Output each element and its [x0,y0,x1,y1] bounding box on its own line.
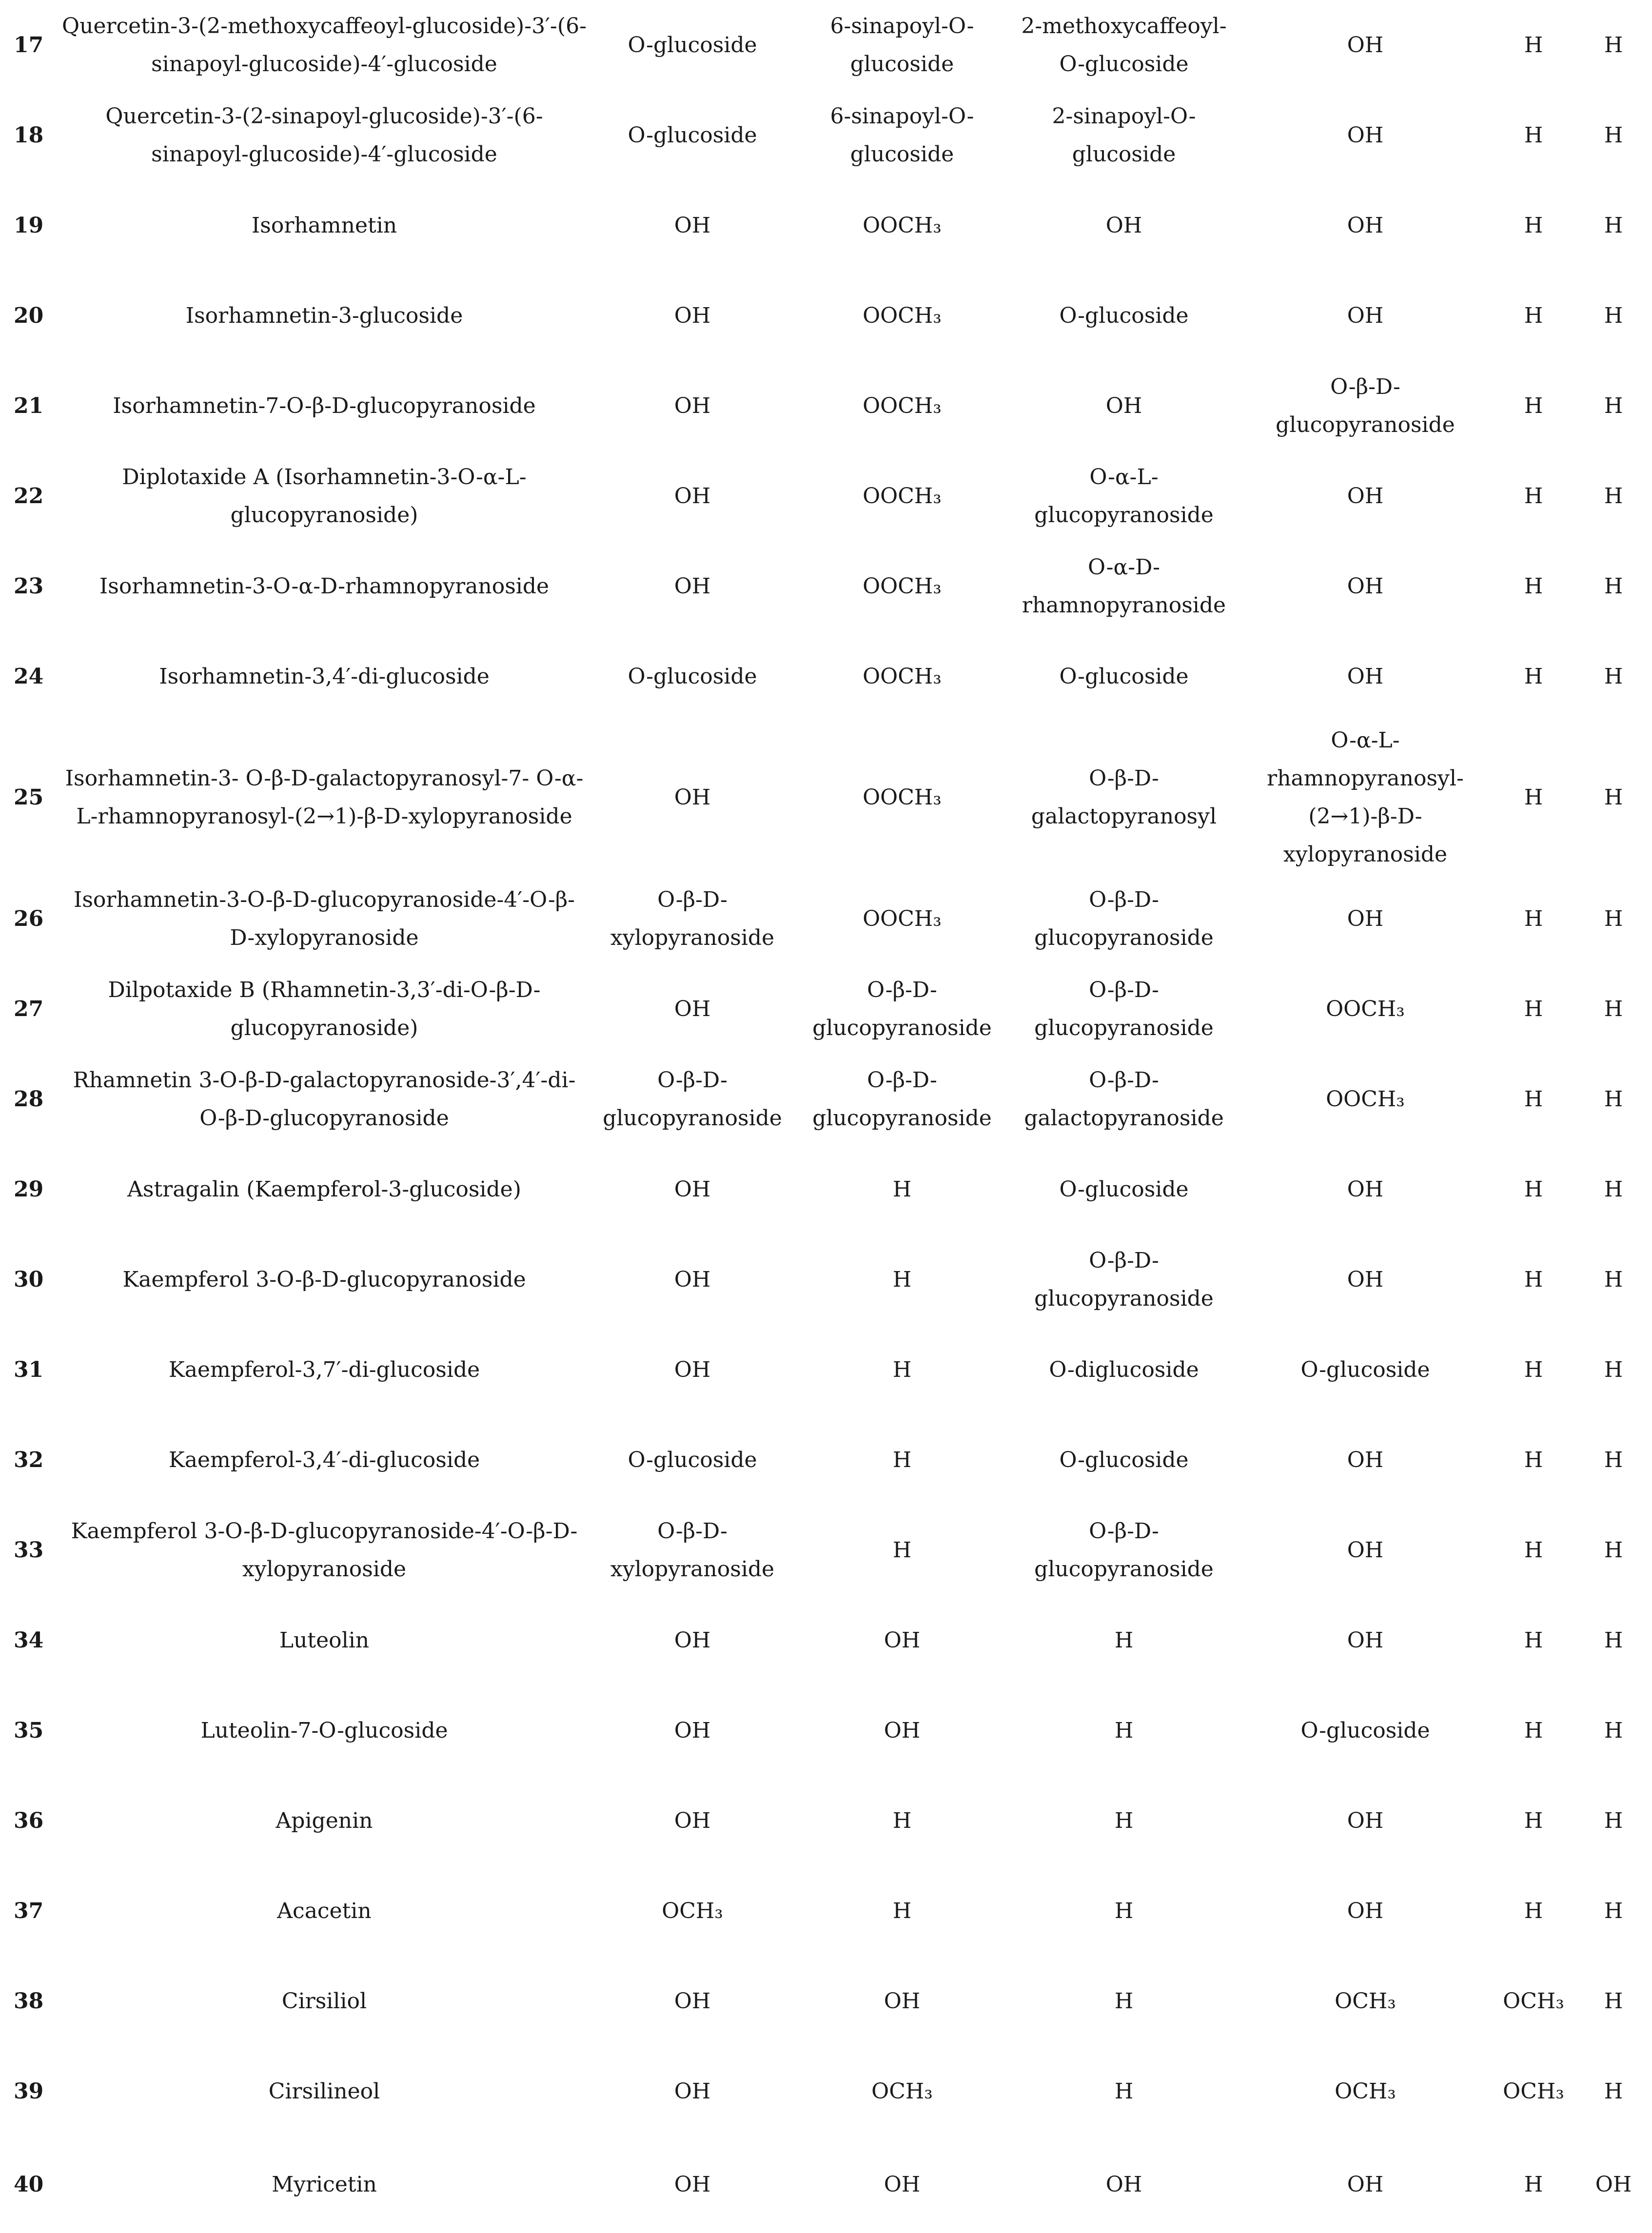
substituent-col-1: OH [674,1718,711,1743]
table-row [0,1234,1652,1325]
substituent-col-4: O-α-L-rhamnopyranosyl-(2→1)-β-D-xylopyranoside [1267,728,1464,867]
compound-number: 35 [14,1718,44,1743]
substituent-col-5: H [1524,1086,1543,1112]
substituent-col-3: H [1114,2078,1134,2104]
compound-number: 36 [14,1808,44,1833]
substituent-col-3: O-diglucoside [1049,1357,1199,1382]
substituent-col-5: H [1524,303,1543,328]
substituent-col-2: OOCH₃ [863,573,942,599]
table-row [0,1595,1652,1685]
substituent-col-2: H [892,1267,912,1292]
substituent-col-3: O-β-D-galactopyranosyl [1031,766,1217,829]
substituent-col-6: H [1604,1537,1623,1563]
substituent-col-1: OH [674,213,711,238]
substituent-col-6: H [1604,664,1623,689]
substituent-col-1: O-β-D-glucopyranoside [603,1067,782,1131]
substituent-col-3: OH [1105,393,1142,418]
substituent-col-4: OOCH₃ [1326,996,1405,1021]
substituent-col-4: OH [1347,1808,1384,1833]
substituent-col-6: H [1604,785,1623,810]
substituent-col-6: OH [1595,2172,1632,2197]
substituent-col-3: 2-methoxycaffeoyl-O-glucoside [1021,13,1227,77]
compound-name: Myricetin [272,2172,377,2197]
table-row [0,722,1652,874]
compound-number: 20 [14,303,44,328]
substituent-col-4: OH [1347,483,1384,509]
substituent-col-5: H [1524,213,1543,238]
substituent-col-1: O-glucoside [628,664,757,689]
compound-name: Quercetin-3-(2-methoxycaffeoyl-glucoside)-3′-(6-sinapoyl-glucoside)-4′-glucoside [62,13,587,77]
compound-name: Dilpotaxide B (Rhamnetin-3,3′-di-O-β-D-glucopyranoside) [108,977,541,1040]
substituent-col-5: H [1524,1898,1543,1923]
substituent-col-6: H [1604,1627,1623,1653]
compound-number: 39 [14,2078,44,2104]
substituent-col-2: 6-sinapoyl-O-glucoside [830,103,974,167]
substituent-col-4: OH [1347,573,1384,599]
substituent-col-6: H [1604,1267,1623,1292]
substituent-col-6: H [1604,303,1623,328]
substituent-col-6: H [1604,393,1623,418]
compound-number: 33 [14,1537,44,1563]
substituent-col-1: O-glucoside [628,32,757,58]
substituent-col-3: O-glucoside [1059,1176,1189,1202]
substituent-col-2: OH [884,1718,921,1743]
substituent-col-6: H [1604,2078,1623,2104]
substituent-col-1: OH [674,785,711,810]
substituent-col-4: OH [1347,2172,1384,2197]
substituent-col-4: OH [1347,1447,1384,1472]
compound-name: Acacetin [277,1898,372,1923]
compound-name: Diplotaxide A (Isorhamnetin-3-O-α-L-glucopyranoside) [122,464,527,528]
compound-number: 23 [14,573,44,599]
table-row [0,1325,1652,1415]
table-row [0,90,1652,180]
substituent-col-6: H [1604,1176,1623,1202]
substituent-col-4: OH [1347,213,1384,238]
substituent-col-1: OH [674,1988,711,2014]
compound-number: 27 [14,996,44,1021]
substituent-col-5: H [1524,2172,1543,2197]
substituent-col-4: OH [1347,1267,1384,1292]
compound-number: 25 [14,785,44,810]
substituent-col-2: 6-sinapoyl-O-glucoside [830,13,974,77]
table-row [0,1144,1652,1234]
substituent-col-5: H [1524,906,1543,931]
substituent-col-6: H [1604,1988,1623,2014]
substituent-col-3: O-glucoside [1059,303,1189,328]
substituent-col-5: H [1524,573,1543,599]
substituent-col-4: OH [1347,664,1384,689]
substituent-col-3: O-glucoside [1059,1447,1189,1472]
compound-name: Luteolin [279,1627,370,1653]
substituent-col-2: O-β-D-glucopyranoside [812,977,992,1040]
substituent-col-4: OH [1347,122,1384,148]
substituent-col-2: OOCH₃ [863,213,942,238]
substituent-col-3: H [1114,1898,1134,1923]
substituent-col-2: OOCH₃ [863,393,942,418]
compound-name: Rhamnetin 3-O-β-D-galactopyranoside-3′,4′-di-O-β-D-glucopyranoside [73,1067,576,1131]
substituent-col-4: O-glucoside [1300,1718,1430,1743]
substituent-col-3: H [1114,1988,1134,2014]
compound-number: 30 [14,1267,44,1292]
substituent-col-4: OH [1347,1537,1384,1563]
substituent-col-4: OH [1347,32,1384,58]
substituent-col-2: O-β-D-glucopyranoside [812,1067,992,1131]
substituent-col-1: O-β-D-xylopyranoside [610,887,775,950]
substituent-col-1: OH [674,573,711,599]
compound-name: Isorhamnetin [251,213,397,238]
substituent-col-3: H [1114,1718,1134,1743]
substituent-col-5: H [1524,122,1543,148]
table-row [0,1685,1652,1776]
substituent-col-4: OH [1347,906,1384,931]
compound-name: Kaempferol 3-O-β-D-glucopyranoside [122,1267,526,1292]
table-row [0,964,1652,1054]
substituent-col-4: OCH₃ [1335,2078,1396,2104]
table-row [0,2046,1652,2136]
compound-number: 31 [14,1357,44,1382]
substituent-col-2: H [892,1898,912,1923]
table-row [0,631,1652,722]
substituent-col-2: H [892,1808,912,1833]
table-row [0,1776,1652,1866]
substituent-col-5: H [1524,785,1543,810]
compound-number: 29 [14,1176,44,1202]
substituent-col-1: O-glucoside [628,1447,757,1472]
substituent-col-3: O-β-D-glucopyranoside [1034,887,1214,950]
compound-number: 24 [14,664,44,689]
substituent-col-2: OOCH₃ [863,664,942,689]
table-row [0,1505,1652,1595]
substituent-col-6: H [1604,32,1623,58]
substituent-col-6: H [1604,122,1623,148]
substituent-col-2: H [892,1176,912,1202]
substituent-col-1: OH [674,1357,711,1382]
substituent-col-6: H [1604,1447,1623,1472]
compound-name: Isorhamnetin-3-glucoside [185,303,463,328]
substituent-col-1: O-β-D-xylopyranoside [610,1518,775,1582]
substituent-col-1: OH [674,1176,711,1202]
table-row [0,1956,1652,2046]
compound-number: 28 [14,1086,44,1112]
substituent-col-4: OH [1347,1176,1384,1202]
table-row [0,180,1652,271]
table-row [0,1415,1652,1505]
table-row [0,1054,1652,1144]
compound-name: Astragalin (Kaempferol-3-glucoside) [127,1176,521,1202]
compound-name: Kaempferol 3-O-β-D-glucopyranoside-4′-O-β-D-xylopyranoside [71,1518,578,1582]
substituent-col-5: H [1524,664,1543,689]
compound-name: Isorhamnetin-3-O-β-D-glucopyranoside-4′-O-β-D-xylopyranoside [73,887,575,950]
compound-number: 17 [14,32,44,58]
substituent-col-2: OH [884,1988,921,2014]
substituent-col-3: O-β-D-glucopyranoside [1034,977,1214,1040]
substituent-col-1: OH [674,483,711,509]
substituent-col-5: H [1524,1447,1543,1472]
substituent-col-3: O-glucoside [1059,664,1189,689]
compound-name: Quercetin-3-(2-sinapoyl-glucoside)-3′-(6-sinapoyl-glucoside)-4′-glucoside [105,103,543,167]
substituent-col-4: OCH₃ [1335,1988,1396,2014]
substituent-col-1: OCH₃ [662,1898,723,1923]
substituent-col-5: H [1524,1176,1543,1202]
substituent-col-6: H [1604,213,1623,238]
substituent-col-3: H [1114,1808,1134,1833]
compound-name: Kaempferol-3,4′-di-glucoside [168,1447,480,1472]
substituent-col-2: H [892,1447,912,1472]
table-row [0,541,1652,631]
substituent-col-6: H [1604,573,1623,599]
compound-name: Apigenin [275,1808,373,1833]
compound-number: 37 [14,1898,44,1923]
substituent-col-2: OOCH₃ [863,483,942,509]
substituent-col-5: OCH₃ [1503,2078,1564,2104]
compound-name: Isorhamnetin-3,4′-di-glucoside [159,664,490,689]
substituent-col-1: OH [674,996,711,1021]
table-row [0,451,1652,541]
substituent-col-1: OH [674,2172,711,2197]
substituent-col-5: H [1524,996,1543,1021]
compound-number: 19 [14,213,44,238]
substituent-col-5: H [1524,483,1543,509]
compound-number: 26 [14,906,44,931]
substituent-col-3: OH [1105,2172,1142,2197]
substituent-col-1: OH [674,303,711,328]
substituent-col-3: H [1114,1627,1134,1653]
substituent-col-5: H [1524,1718,1543,1743]
substituent-col-4: OH [1347,1627,1384,1653]
substituent-col-2: H [892,1537,912,1563]
compound-name: Isorhamnetin-3-O-α-D-rhamnopyranoside [99,573,550,599]
substituent-col-2: OOCH₃ [863,906,942,931]
compound-name: Isorhamnetin-3- O-β-D-galactopyranosyl-7- O-α-L-rhamnopyranosyl-(2→1)-β-D-xylopyranoside [65,766,584,829]
substituent-col-3: O-α-L-glucopyranoside [1034,464,1214,528]
compound-number: 38 [14,1988,44,2014]
substituent-col-6: H [1604,1357,1623,1382]
substituent-col-3: O-β-D-glucopyranoside [1034,1518,1214,1582]
substituent-col-5: OCH₃ [1503,1988,1564,2014]
substituent-col-4: OH [1347,1898,1384,1923]
substituent-col-3: 2-sinapoyl-O-glucoside [1052,103,1196,167]
compound-number: 32 [14,1447,44,1472]
substituent-col-6: H [1604,906,1623,931]
substituent-col-5: H [1524,32,1543,58]
substituent-col-5: H [1524,1627,1543,1653]
substituent-col-2: OCH₃ [871,2078,933,2104]
substituent-col-6: H [1604,1898,1623,1923]
substituent-col-2: OH [884,2172,921,2197]
substituent-col-2: OH [884,1627,921,1653]
substituent-col-6: H [1604,996,1623,1021]
substituent-col-4: OOCH₃ [1326,1086,1405,1112]
substituent-col-5: H [1524,393,1543,418]
table-row [0,874,1652,964]
substituent-col-2: OOCH₃ [863,785,942,810]
compound-name: Cirsilineol [268,2078,380,2104]
substituent-col-5: H [1524,1537,1543,1563]
compound-name: Isorhamnetin-7-O-β-D-glucopyranoside [113,393,536,418]
substituent-col-6: H [1604,1808,1623,1833]
table-row [0,271,1652,361]
substituent-col-3: OH [1105,213,1142,238]
substituent-col-4: O-β-D-glucopyranoside [1276,374,1455,437]
substituent-col-5: H [1524,1808,1543,1833]
substituent-col-1: OH [674,1808,711,1833]
substituent-col-2: OOCH₃ [863,303,942,328]
compound-number: 40 [14,2172,44,2197]
substituent-col-3: O-α-D-rhamnopyranoside [1022,554,1226,618]
substituent-col-6: H [1604,1086,1623,1112]
table-row [0,361,1652,451]
substituent-col-1: OH [674,1267,711,1292]
compound-name: Cirsiliol [281,1988,367,2014]
substituent-col-5: H [1524,1357,1543,1382]
substituent-col-1: OH [674,2078,711,2104]
compound-number: 34 [14,1627,44,1653]
compound-number: 22 [14,483,44,509]
substituent-col-6: H [1604,483,1623,509]
table-row [0,1866,1652,1956]
substituent-col-1: OH [674,393,711,418]
substituent-col-4: O-glucoside [1300,1357,1430,1382]
substituent-col-3: O-β-D-glucopyranoside [1034,1248,1214,1311]
table-row [0,2136,1652,2233]
substituent-col-1: OH [674,1627,711,1653]
table-row [0,0,1652,90]
substituent-col-6: H [1604,1718,1623,1743]
compound-number: 18 [14,122,44,148]
compound-name: Kaempferol-3,7′-di-glucoside [168,1357,480,1382]
substituent-col-2: H [892,1357,912,1382]
substituent-col-5: H [1524,1267,1543,1292]
compound-number: 21 [14,393,44,418]
substituent-col-1: O-glucoside [628,122,757,148]
compound-name: Luteolin-7-O-glucoside [200,1718,448,1743]
substituent-col-3: O-β-D-galactopyranoside [1024,1067,1224,1131]
substituent-col-4: OH [1347,303,1384,328]
